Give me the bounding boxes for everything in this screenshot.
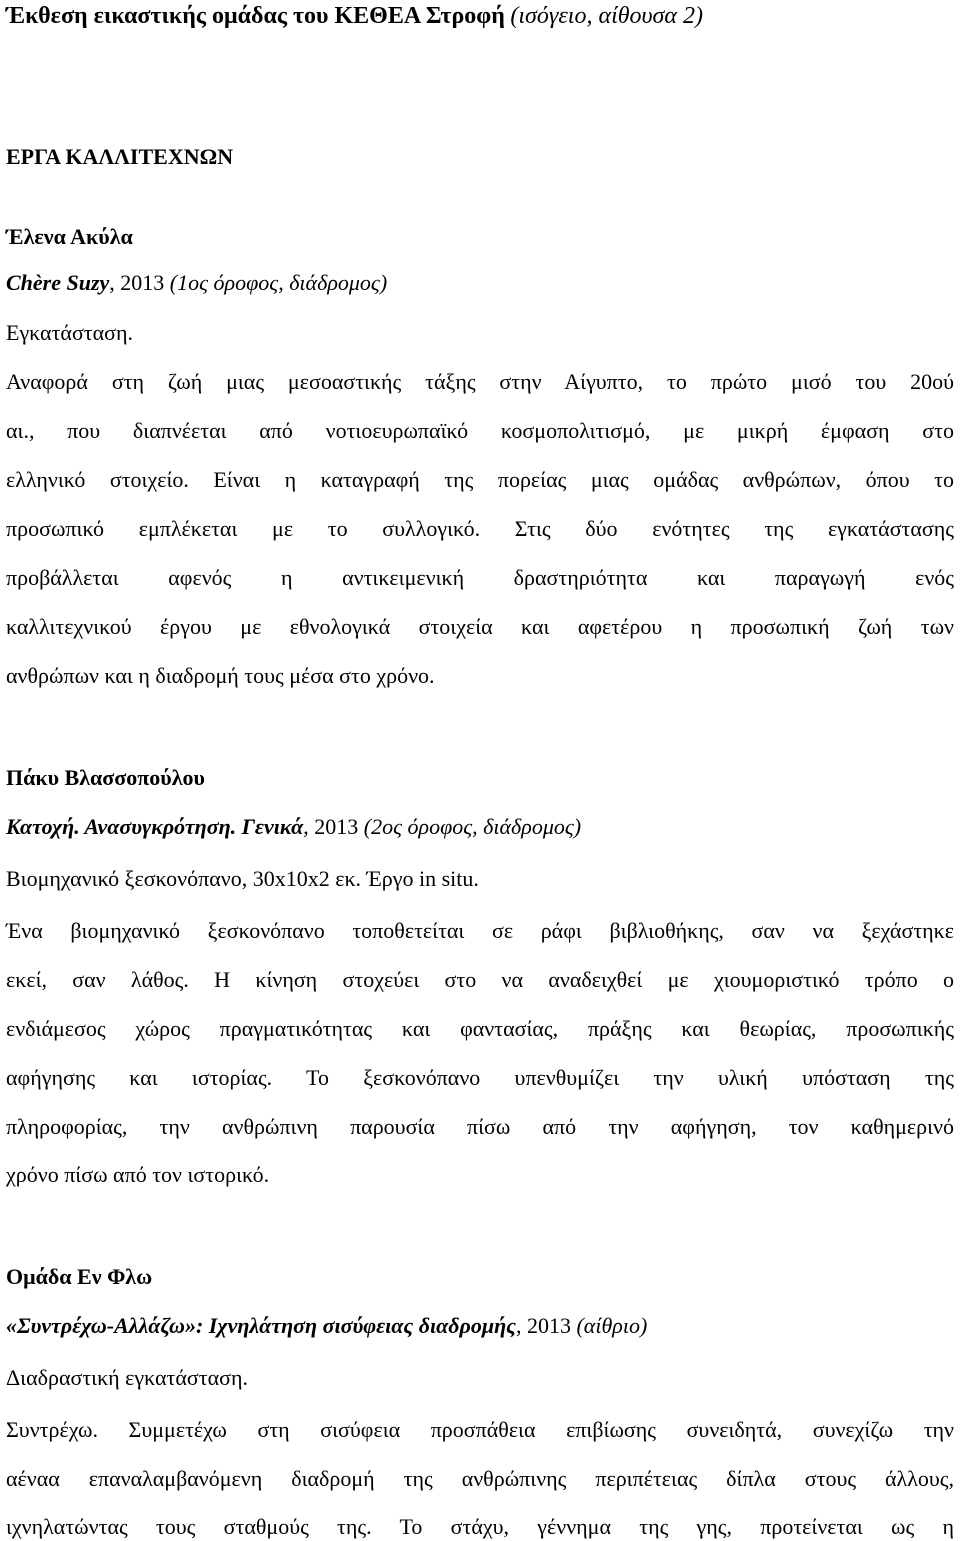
paragraph-line: προβάλλεται αφενός η αντικειμενική δραστηριότητα και παραγωγή ενός xyxy=(6,565,954,590)
work-heading xyxy=(6,1315,647,1337)
work-location: (2ος όροφος, διάδρομος) xyxy=(363,814,582,839)
paragraph-line: ανθρώπων και η διαδρομή τους μέσα στο χρόνο. xyxy=(6,663,435,688)
paragraph-line: πληροφορίας, την ανθρώπινη παρουσία πίσω από την αφήγηση, τον καθημερινό xyxy=(6,1114,954,1139)
work-meta: , 2013 xyxy=(109,270,170,295)
work-location: (1ος όροφος, διάδρομος) xyxy=(169,270,388,295)
paragraph-line: προσωπικό εμπλέκεται με το συλλογικό. Στις δύο ενότητες της εγκατάστασης xyxy=(6,516,954,541)
work-title: «Συντρέχω-Αλλάζω»: Ιχνηλάτηση σισύφειας διαδρομής xyxy=(6,1313,516,1338)
artist-name: Ομάδα Εν Φλω xyxy=(6,1264,153,1289)
work-medium: Βιομηχανικό ξεσκονόπανο, 30x10x2 εκ. Έργο in situ. xyxy=(6,866,479,891)
work-meta: , 2013 xyxy=(303,814,364,839)
paragraph-line: Αναφορά στη ζωή μιας μεσοαστικής τάξης στην Αίγυπτο, το πρώτο μισό του 20ού xyxy=(6,369,954,394)
paragraph-line: αέναα επαναλαμβανόμενη διαδρομή της ανθρώπινης περιπέτειας δίπλα στους άλλους, xyxy=(6,1466,954,1491)
paragraph-line: εκεί, σαν λάθος. Η κίνηση στοχεύει στο να αναδειχθεί με χιουμοριστικό τρόπο ο xyxy=(6,967,954,992)
paragraph-line: χρόνο πίσω από τον ιστορικό. xyxy=(6,1162,270,1187)
paragraph-line: ενδιάμεσος χώρος πραγματικότητας και φαντασίας, πράξης και θεωρίας, προσωπικής xyxy=(6,1016,954,1041)
paragraph-line: αφήγησης και ιστορίας. Το ξεσκονόπανο υπενθυμίζει την υλική υπόσταση της xyxy=(6,1065,954,1090)
artist-name: Έλενα Ακύλα xyxy=(6,224,133,249)
artist-name: Πάκυ Βλασσοπούλου xyxy=(6,765,205,790)
paragraph-line: αι., που διαπνέεται από νοτιοευρωπαϊκό κοσμοπολιτισμό, με μικρή έμφαση στο xyxy=(6,418,954,443)
paragraph-line: ελληνικό στοιχείο. Είναι η καταγραφή της πορείας μιας ομάδας ανθρώπων, όπου το xyxy=(6,467,954,492)
paragraph-line: καλλιτεχνικού έργου με εθνολογικά στοιχεία και αφετέρου η προσωπική ζωή των xyxy=(6,614,954,639)
paragraph-line: Ένα βιομηχανικό ξεσκονόπανο τοποθετείται σε ράφι βιβλιοθήκης, σαν να ξεχάστηκε xyxy=(6,918,954,943)
work-title: Κατοχή. Ανασυγκρότηση. Γενικά xyxy=(6,814,304,839)
exhibition-location: (ισόγειο, αίθουσα 2) xyxy=(510,3,703,29)
work-title: Chère Suzy xyxy=(6,270,110,295)
work-medium: Εγκατάσταση. xyxy=(6,320,134,345)
document-header xyxy=(6,4,703,28)
exhibition-title: Έκθεση εικαστικής ομάδας του ΚΕΘΕΑ Στροφή xyxy=(6,3,505,29)
work-location: (αίθριο) xyxy=(576,1313,648,1338)
work-meta: , 2013 xyxy=(515,1313,577,1338)
paragraph-line: Συντρέχω. Συμμετέχω στη σισύφεια προσπάθεια επιβίωσης συνειδητά, συνεχίζω την xyxy=(6,1417,954,1442)
paragraph-line: ιχνηλατώντας τους σταθμούς της. Το στάχυ, γέννημα της γης, προτείνεται ως η xyxy=(6,1514,954,1539)
work-medium: Διαδραστική εγκατάσταση. xyxy=(6,1365,249,1390)
work-heading xyxy=(6,816,581,838)
section-title: ΕΡΓΑ ΚΑΛΛΙΤΕΧΝΩΝ xyxy=(6,144,234,169)
work-heading xyxy=(6,272,387,294)
